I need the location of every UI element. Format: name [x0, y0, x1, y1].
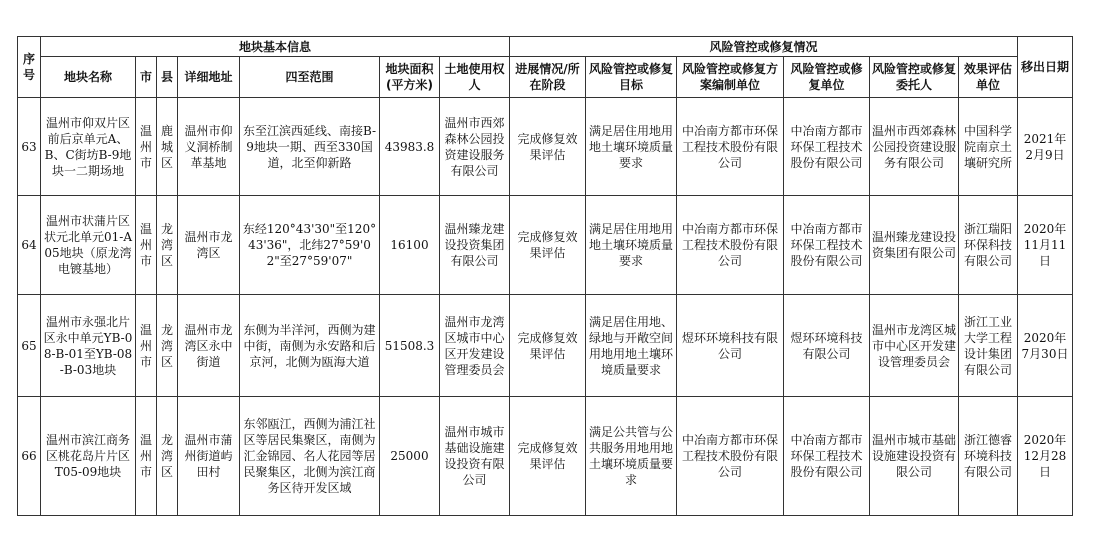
cell-target: 满足居住用地用地土壤环境质量要求	[586, 98, 677, 196]
cell-removal-date: 2020年11月11日	[1018, 196, 1073, 295]
cell-target: 满足公共管与公共服务用地用地土壤环境质量要求	[586, 397, 677, 516]
header-group-risk: 风险管控或修复情况	[510, 37, 1018, 57]
cell-area: 25000	[380, 397, 440, 516]
cell-name: 温州市仰双片区前后京单元A、B、C街坊B-9地块一二期场地	[41, 98, 136, 196]
cell-removal-date: 2020年7月30日	[1018, 295, 1073, 397]
cell-city: 温州市	[136, 196, 157, 295]
header-plan-unit: 风险管控或修复方案编制单位	[677, 57, 784, 98]
cell-name: 温州市滨江商务区桃花岛片片区T05-09地块	[41, 397, 136, 516]
cell-seq: 63	[18, 98, 41, 196]
cell-county: 龙湾区	[157, 295, 178, 397]
cell-client: 温州市西郊森林公园投资建设服务有限公司	[870, 98, 959, 196]
cell-boundary: 东邻瓯江，西侧为浦江社区等居民集聚区，南侧为汇金锦园、名人花园等居民聚集区，北侧为滨江商务区待开发区域	[240, 397, 380, 516]
cell-seq: 64	[18, 196, 41, 295]
cell-boundary: 东经120°43'30"至120°43'36"，北纬27°59'02"至27°59'07"	[240, 196, 380, 295]
cell-eval-unit: 浙江工业大学工程设计集团有限公司	[959, 295, 1018, 397]
cell-target: 满足居住用地用地土壤环境质量要求	[586, 196, 677, 295]
cell-name: 温州市状蒲片区状元北单元01-A05地块（原龙湾电镀基地）	[41, 196, 136, 295]
cell-progress: 完成修复效果评估	[510, 295, 586, 397]
table-row	[18, 196, 1073, 295]
cell-boundary: 东侧为半洋河，西侧为建中街，南侧为永安路和后京河，北侧为瓯海大道	[240, 295, 380, 397]
cell-plan-unit: 中冶南方都市环保工程技术股份有限公司	[677, 98, 784, 196]
header-seq: 序号	[18, 37, 41, 98]
cell-area: 16100	[380, 196, 440, 295]
header-county: 县	[157, 57, 178, 98]
header-area: 地块面积(平方米)	[380, 57, 440, 98]
cell-seq: 66	[18, 397, 41, 516]
cell-client: 温州臻龙建设投资集团有限公司	[870, 196, 959, 295]
header-eval-unit: 效果评估单位	[959, 57, 1018, 98]
cell-address: 温州市仰义洞桥制革基地	[178, 98, 240, 196]
cell-progress: 完成修复效果评估	[510, 98, 586, 196]
cell-repair-unit: 煜环环境科技有限公司	[784, 295, 870, 397]
cell-address: 温州市蒲州街道屿田村	[178, 397, 240, 516]
cell-land-user: 温州市西郊森林公园投资建设服务有限公司	[440, 98, 510, 196]
cell-plan-unit: 中冶南方都市环保工程技术股份有限公司	[677, 196, 784, 295]
header-repair-unit: 风险管控或修复单位	[784, 57, 870, 98]
site-table	[17, 36, 1073, 516]
header-row-columns	[18, 57, 1073, 98]
cell-city: 温州市	[136, 98, 157, 196]
cell-land-user: 温州臻龙建设投资集团有限公司	[440, 196, 510, 295]
cell-name: 温州市永强北片区永中单元YB-08-B-01至YB-08-B-03地块	[41, 295, 136, 397]
cell-boundary: 东至江滨西延线、南接B-9地块一期、西至330国道，北至仰新路	[240, 98, 380, 196]
header-name: 地块名称	[41, 57, 136, 98]
cell-area: 43983.8	[380, 98, 440, 196]
header-progress: 进展情况/所在阶段	[510, 57, 586, 98]
cell-area: 51508.3	[380, 295, 440, 397]
table-row	[18, 397, 1073, 516]
cell-progress: 完成修复效果评估	[510, 196, 586, 295]
cell-eval-unit: 浙江瑞阳环保科技有限公司	[959, 196, 1018, 295]
header-address: 详细地址	[178, 57, 240, 98]
cell-removal-date: 2020年12月28日	[1018, 397, 1073, 516]
cell-repair-unit: 中冶南方都市环保工程技术股份有限公司	[784, 98, 870, 196]
cell-repair-unit: 中冶南方都市环保工程技术股份有限公司	[784, 196, 870, 295]
cell-land-user: 温州市城市基础设施建设投资有限公司	[440, 397, 510, 516]
header-boundary: 四至范围	[240, 57, 380, 98]
cell-address: 温州市龙湾区永中街道	[178, 295, 240, 397]
header-row-groups	[18, 37, 1073, 57]
cell-county: 龙湾区	[157, 196, 178, 295]
header-removal-date: 移出日期	[1018, 37, 1073, 98]
cell-plan-unit: 煜环环境科技有限公司	[677, 295, 784, 397]
cell-eval-unit: 中国科学院南京土壤研究所	[959, 98, 1018, 196]
cell-address: 温州市龙湾区	[178, 196, 240, 295]
header-land-user: 土地使用权人	[440, 57, 510, 98]
cell-eval-unit: 浙江德睿环境科技有限公司	[959, 397, 1018, 516]
cell-county: 鹿城区	[157, 98, 178, 196]
table-row	[18, 98, 1073, 196]
cell-county: 龙湾区	[157, 397, 178, 516]
header-group-basic: 地块基本信息	[41, 37, 510, 57]
cell-removal-date: 2021年2月9日	[1018, 98, 1073, 196]
cell-client: 温州市龙湾区城市中心区开发建设管理委员会	[870, 295, 959, 397]
cell-client: 温州市城市基础设施建设投资有限公司	[870, 397, 959, 516]
header-target: 风险管控或修复目标	[586, 57, 677, 98]
cell-repair-unit: 中冶南方都市环保工程技术股份有限公司	[784, 397, 870, 516]
table-row	[18, 295, 1073, 397]
header-client: 风险管控或修复委托人	[870, 57, 959, 98]
cell-progress: 完成修复效果评估	[510, 397, 586, 516]
cell-seq: 65	[18, 295, 41, 397]
cell-city: 温州市	[136, 397, 157, 516]
cell-plan-unit: 中冶南方都市环保工程技术股份有限公司	[677, 397, 784, 516]
header-city: 市	[136, 57, 157, 98]
cell-city: 温州市	[136, 295, 157, 397]
cell-land-user: 温州市龙湾区城市中心区开发建设管理委员会	[440, 295, 510, 397]
cell-target: 满足居住用地、绿地与开敞空间用地用地土壤环境质量要求	[586, 295, 677, 397]
